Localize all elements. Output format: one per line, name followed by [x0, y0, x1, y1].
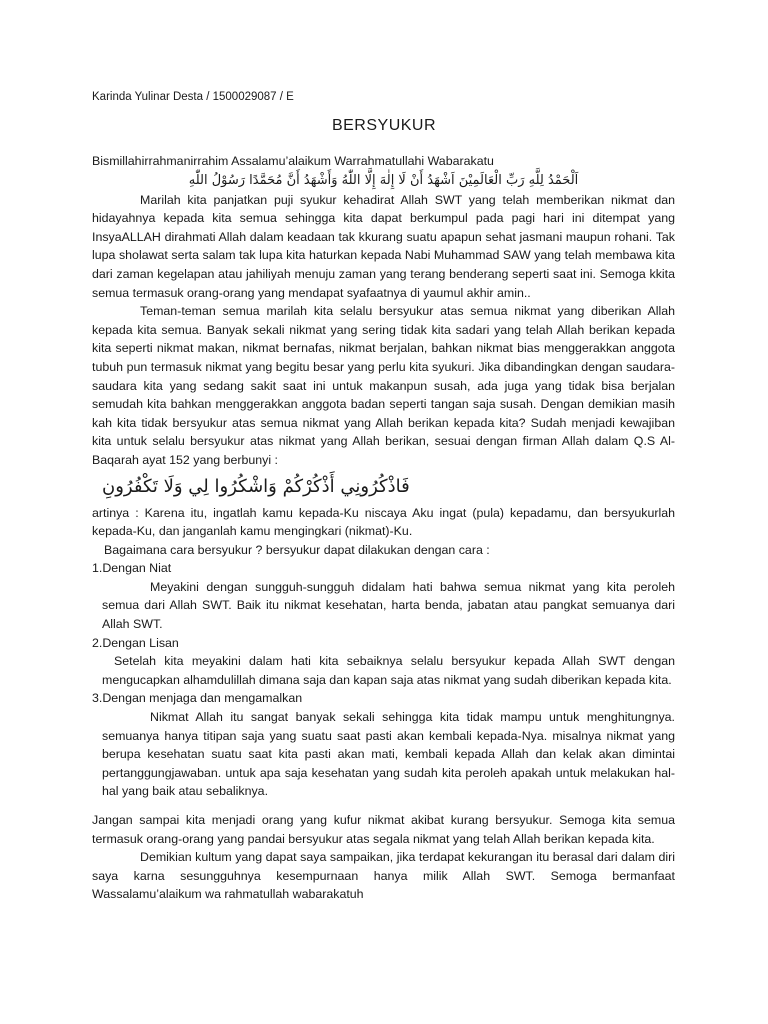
list-item-body: Setelah kita meyakini dalam hati kita sebaiknya selalu bersyukur kepada Allah SWT dengan mengucapkan alhamdulillah dimana saja dan kapan saja atas nikmat yang sudah diberikan kepada kita. [102, 654, 675, 687]
list-item-body: Meyakini dengan sungguh-sungguh didalam hati bahwa semua nikmat yang kita peroleh semua dari Allah SWT. Baik itu nikmat kesehatan, harta benda, jabatan atau pangkat semuanya dari Allah SWT. [102, 579, 675, 632]
arabic-ayat: فَاذْكُرُونِي أَذْكُرْكُمْ وَاشْكُرُوا لِي وَلَا تَكْفُرُونِ [102, 475, 410, 497]
closing-paragraph-1: Jangan sampai kita menjadi orang yang kufur nikmat akibat kurang bersyukur. Semoga kita semua termasuk orang-orang yang pandai bersyukur atas segala nikmat yang telah Allah berikan kepada kita. [92, 813, 675, 846]
author-line: Karinda Yulinar Desta / 1500029087 / E [92, 91, 294, 103]
list-item-body: Nikmat Allah itu sangat banyak sekali sehingga kita tidak mampu untuk menghitungnya. semuanya hanya titipan saja yang suatu saat pasti akan kembali kepada-Nya. misalnya nikmat yang berupa kesehatan suatu saat kita pasti akan mati, kembali kepada Allah dan kelak akan dimintai pertanggungjawaban. untuk apa saja kesehatan yang sudah kita peroleh apakah untuk melakukan hal-hal yang baik atau sebaliknya. [102, 710, 675, 799]
paragraph-1: Marilah kita panjatkan puji syukur kehadirat Allah SWT yang telah memberikan nikmat dan hidayahnya kepada kita semua sehingga kita dapat berkumpul pada pagi hari ini ditempat yang InsyaALLAH dirahmati Allah dalam keadaan tak kkurang suatu apapun sehat jasmani maupun rohani. Tak lupa sholawat serta salam tak lupa kita haturkan kepada Nabi Muhammad SAW yang telah membawa kita dari zaman kegelapan atau jahiliyah menuju zaman yang terang benderang seperti saat ini. Semoga kkita semua termasuk orang-orang yang mendapat syafaatnya di yaumul akhir amin.. [92, 192, 675, 300]
arabic-opening: اَلْحَمْدُ لِلَّهِ رَبِّ الْعَالَمِيْنَ اَشْهَدُ أَنْ لَا إِلٰهَ إِلَّا اللّٰهُ وَأَشْهَدُ أَنَّ مُحَمَّدًا رَسُوْلُ اللّٰهِ [188, 172, 579, 188]
paragraph-2: Teman-teman semua marilah kita selalu bersyukur atas semua nikmat yang diberikan Allah kepada kita semua. Banyak sekali nikmat yang sering tidak kita sadari yang telah Allah berikan kepada kita seperti nikmat makan, nikmat bernafas, nikmat berjalan, bahkan nikmat bias menggerakkan anggota tubuh pun termasuk nikmat yang begitu besar yang perlu kita syukuri. Jika dibandingkan dengan saudara-saudara kita yang sedang sakit saat ini untuk makanpun susah, ada juga yang tidak bisa berjalan semudah kita bahkan menggerakkan anggota badan seperti tangan saja susah. Dengan demikian masih kah kita tidak bersyukur atas semua nikmat yang Allah berikan kepada kita? Sudah menjadi kewajiban kita untuk selalu bersyukur atas nikmat yang Allah berikan, sesuai dengan firman Allah dalam Q.S Al-Baqarah ayat 152 yang berbunyi : [92, 304, 675, 467]
translation: artinya : Karena itu, ingatlah kamu kepada-Ku niscaya Aku ingat (pula) kepadamu, dan bersyukurlah kepada-Ku, dan janganlah kamu mengingkari (nikmat)-Ku. [92, 505, 675, 539]
page-title: BERSYUKUR [331, 117, 437, 134]
list-item-head: 3.Dengan menjaga dan mengamalkan [92, 691, 303, 706]
list-item-head: 2.Dengan Lisan [92, 635, 179, 650]
closing-paragraph-2: Demikian kultum yang dapat saya sampaikan, jika terdapat kekurangan itu berasal dari dalam diri saya karna sesungguhnya kesempurnaan hanya milik Allah SWT. Semoga bermanfaat Wassalamu’alaikum wa rahmatullah wabarakatuh [92, 850, 675, 902]
list-item-head: 1.Dengan Niat [92, 561, 172, 576]
spacer [92, 801, 675, 811]
document-body [92, 152, 675, 904]
question-line: Bagaimana cara bersyukur ? bersyukur dapat dilakukan dengan cara : [104, 542, 490, 557]
opening-greeting: Bismillahirrahmanirrahim Assalamu’alaikum Warrahmatullahi Wabarakatu [92, 154, 494, 168]
